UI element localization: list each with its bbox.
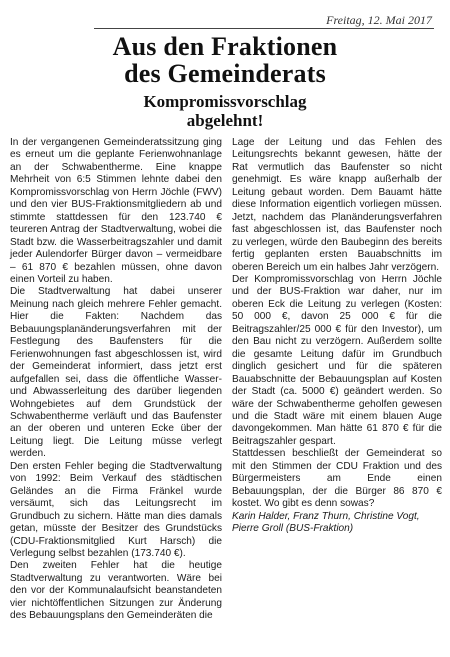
header-rule — [94, 28, 434, 29]
subheadline-line-2: abgelehnt! — [186, 111, 264, 130]
subheadline — [0, 92, 450, 130]
paragraph: Lage der Leitung und das Fehlen des Leitungsrechts bekannt gewesen, hätte der Rat vermutlich das Baufenster so nicht genehmigt. Es wäre knapp außerhalb der Leitung gebaut worden. Dem Bauamt hätte diese Information eigentlich vorliegen müssen. Jetzt, nachdem das Planänderungsverfahren fast abgeschlossen ist, das Baufenster noch zu verlegen, würde den Baubeginn des bereits fertig geplanten ersten Bauabschnitts im oberen Bereich um ein halbes Jahr verzögern. — [232, 137, 442, 273]
paragraph: Der Kompromissvorschlag von Herrn Jöchle und der BUS-Fraktion war daher, nur im oberen Eck die Leitung zu verlegen (Kosten: 50 000 €, davon 25 000 € für die Beitragszahler/25 000 € für den Investor), um den Bau nicht zu verzögern. Außerdem sollte die gesamte Leitung dafür im Grundbuch dinglich gesichert und für die späteren Bauabschnitte der Bebauungsplan auf Kosten der Stadt (ca. 5000 €) geändert werden. So wäre der Schwabentherme geholfen gewesen und die Stadt wäre mit einem blauen Auge davongekommen. Man hätte 61 870 € für die Beitragszahler gespart. — [232, 273, 442, 447]
signature-line-1: Karin Halder, Franz Thurn, Christine Vogt, — [232, 510, 420, 522]
subheadline-line-1: Kompromissvorschlag — [143, 92, 307, 111]
paragraph: Den ersten Fehler beging die Stadtverwaltung von 1992: Beim Verkauf des städtischen Geländes an die Firma Fränkel wurde versäumt, sich das Leitungsrecht im Grundbuch zu sichern. Hätte man dies damals getan, müsste der Besitzer des Grundstücks (CDU-Fraktionsmitglied Kurt Harsch) die Verlegung selbst bezahlen (173.740 €). — [10, 460, 222, 559]
dateline: Freitag, 12. Mai 2017 — [326, 13, 432, 27]
paragraph: Stattdessen beschließt der Gemeinderat so mit den Stimmen der CDU Fraktion und des Bürgermeisters am Ende einen Bebauungsplan, der die Bürger 86 870 € kostet. Wo gibt es denn sowas? — [232, 448, 442, 510]
article-column-right — [232, 137, 442, 536]
headline-line-2: des Gemeinderats — [124, 59, 326, 88]
paragraph: In der vergangenen Gemeinderatssitzung ging es erneut um die geplante Ferienwohnanlage an der Schwabentherme. Eine knappe Mehrheit von 6:5 Stimmen lehnte dabei den Kompromissvorschlag von Herrn Jöchle (FWV) und den vier BUS-Fraktionsmitgliedern ab und stimmte stattdessen für den 123.740 € teureren Antrag der Stadtverwaltung, wobei die Stadt bzw. die Wasserbeitragszahler und damit jeder Aulendorfer Bürger davon – vermeidbare – 61 870 € bezahlen müssen, ohne davon einen Vorteil zu haben. — [10, 137, 222, 285]
author-signature — [232, 511, 442, 536]
paragraph: Den zweiten Fehler hat die heutige Stadtverwaltung zu verantworten. Wäre bei den vor der Kommunalaufsicht beanstandeten vier nichtöffentlichen Sitzungen zur Änderung des Bebauungsplans den Gemeinderäten die — [10, 560, 222, 622]
signature-line-2: Pierre Groll (BUS-Fraktion) — [232, 523, 354, 535]
headline-line-1: Aus den Fraktionen — [112, 32, 338, 61]
headline — [0, 33, 450, 87]
paragraph: Die Stadtverwaltung hat dabei unserer Meinung nach gleich mehrere Fehler gemacht. Hier die Fakten: Nachdem das Bebauungsplanänderungsverfahren mit der Festlegung des Baufensters für die Ferienwohnungen fast abgeschlossen ist, wird der Gemeinderat informiert, dass jetzt erst aufgefallen sei, dass die öffentliche Wasser- und Abwasserleitung des darüber liegenden Wohngebietes auf dem Grundstück der Schwabentherme verläuft und das Baufenster an der oberen und unteren Ecke über der Leitung liegt. Die Leitung müsse verlegt werden. — [10, 286, 222, 460]
article-column-left — [10, 137, 222, 623]
